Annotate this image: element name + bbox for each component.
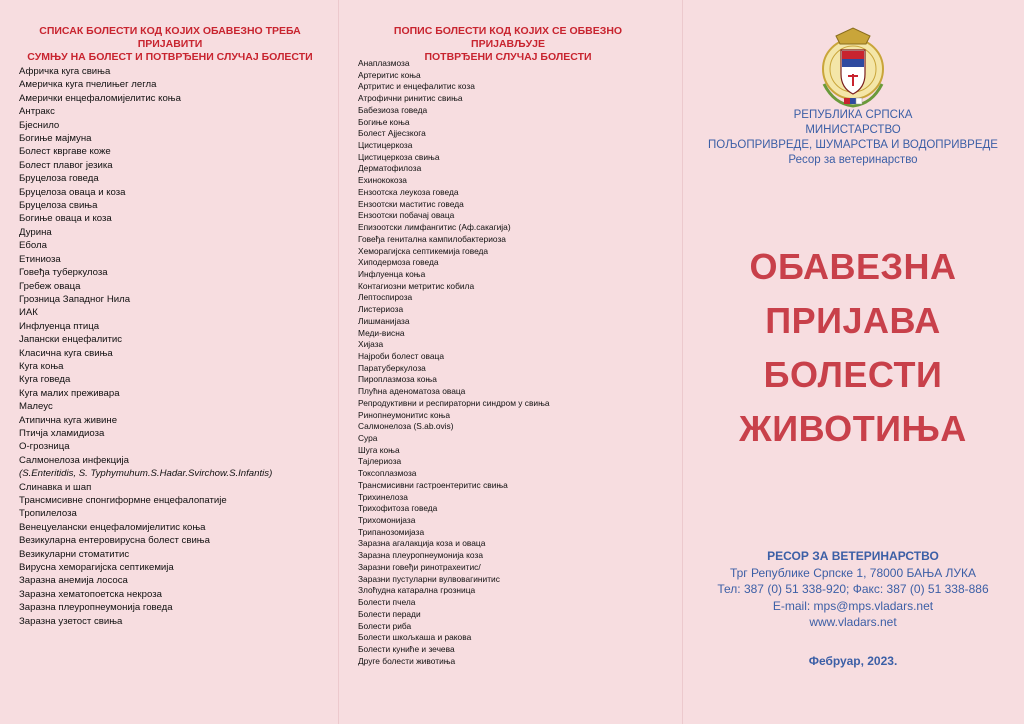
disease-list-item: Хеморагијска септикемија говеда	[358, 245, 489, 256]
disease-list-item: Пироплазмоза коња	[358, 374, 437, 385]
disease-list-item: Заразна хематопоетска некроза	[19, 588, 162, 600]
brochure-title-line2: ПРИЈАВА	[765, 300, 941, 341]
contact-phone: Тел: 387 (0) 51 338-920; Факс: 387 (0) 51 338-886	[717, 582, 989, 596]
disease-list-item: Шуга коња	[358, 444, 400, 455]
disease-list-item: ИАК	[19, 307, 38, 319]
disease-list-item: Сура	[358, 433, 378, 443]
disease-list-item: Болест плавог језика	[19, 159, 113, 171]
disease-list-item: Америчка куга пчелињег легла	[19, 79, 157, 91]
disease-list-item: Хијаза	[358, 339, 384, 350]
disease-list-item: Грозница Западног Нила	[19, 293, 131, 305]
disease-list-item: Болести риба	[358, 620, 412, 631]
disease-list-item: Лептоспироза	[358, 292, 413, 303]
disease-list-item: Тропилелоза	[19, 508, 77, 520]
disease-list-item: Куга малих преживара	[19, 387, 120, 399]
disease-list-item: Трипанозомијаза	[358, 526, 425, 537]
disease-list-item: Афричка куга свиња	[19, 66, 111, 77]
disease-list-item: Говеђа туберкулоза	[19, 267, 108, 279]
disease-list-item: Заразна узетост свиња	[19, 615, 123, 627]
disease-list-item: Салмонелоза инфекција	[19, 454, 129, 466]
right-panel	[682, 0, 1024, 724]
disease-list-item: Бруцелоза оваца и коза	[19, 186, 126, 198]
disease-list-item: Плућна аденоматоза оваца	[358, 386, 466, 397]
ministry-block	[702, 108, 1004, 168]
disease-list-item: Лишманијаза	[358, 315, 410, 326]
ministry-department: Ресор за ветеринарство	[788, 154, 918, 166]
disease-list-item: Малеус	[19, 401, 53, 413]
disease-list-item: Трихомонијаза	[358, 515, 416, 526]
contact-heading: РЕСОР ЗА ВЕТЕРИНАРСТВО	[767, 549, 939, 563]
disease-list-item: Богиње мајмуна	[19, 133, 92, 145]
disease-list-item: Болест Ајјесзкога	[358, 128, 426, 139]
disease-list-item: Трихофитоза говеда	[358, 503, 438, 514]
disease-list-item: Листериоза	[358, 304, 404, 315]
middle-panel-title-line2: ПОТВРЂЕНИ СЛУЧАЈ БОЛЕСТИ	[424, 51, 592, 63]
disease-list-item: Јапански енцефалитис	[19, 334, 123, 346]
middle-panel-title-line1: ПОПИС БОЛЕСТИ КОД КОЈИХ СЕ ОБВЕЗНО ПРИЈАВЉУЈЕ	[393, 25, 623, 50]
disease-list-item: Антракс	[19, 106, 55, 118]
disease-list-item: Богиње коња	[358, 116, 410, 127]
disease-list-item: Атрофични ринитис свиња	[358, 93, 463, 104]
middle-panel	[338, 0, 682, 724]
disease-list-item: Злоћудна катарална грозница	[358, 585, 476, 596]
disease-list-item: Најроби болест оваца	[358, 350, 444, 361]
disease-list-item: Етиниоза	[19, 253, 61, 265]
disease-list-item: Гребеж оваца	[19, 280, 81, 292]
disease-list-item: Говеђа генитална кампилобактериоза	[358, 233, 506, 244]
disease-list-item: Венецуелански енцефаломијелитис коња	[19, 521, 206, 533]
left-panel-title	[20, 25, 320, 64]
disease-list-item: Трансмисивне спонгиформне енцефалопатије	[19, 495, 227, 506]
disease-list-item: Везикуларни стоматитис	[19, 548, 130, 560]
disease-list-item: Дерматофилоза	[358, 163, 422, 174]
disease-list-item: Амерички енцефаломијелитис коња	[19, 92, 181, 104]
brochure-title-line3: БОЛЕСТИ	[763, 354, 943, 395]
disease-list-item: Артритис и енцефалитис коза	[358, 81, 475, 92]
disease-list-item: Болести куниће и зечева	[358, 643, 455, 654]
disease-list-item: Заразни говеђи ринотрахеитис/	[358, 561, 481, 572]
disease-list-item: Ензоотска леукоза говеда	[358, 186, 459, 197]
disease-list-item: Ебола	[19, 240, 47, 252]
disease-list-item: Бјеснило	[19, 119, 60, 131]
disease-list-item: Дурина	[19, 226, 52, 238]
disease-list-item: Хиподермоза говеда	[358, 257, 439, 268]
disease-list-item: Заразни пустуларни вулвовагинитис	[358, 573, 500, 584]
disease-list-item: Вирусна хеморагијска септикемија	[19, 562, 174, 574]
disease-list-item: Заразна плеуропнеумонија говеда	[19, 602, 173, 614]
disease-list-item: Епизоотски лимфангитис (Аф.сакагија)	[358, 222, 511, 233]
contact-website: www.vladars.net	[809, 615, 897, 629]
left-panel-title-line2: СУМЊУ НА БОЛЕСТ И ПОТВРЂЕНИ СЛУЧАЈ БОЛЕСТИ	[27, 51, 313, 63]
disease-list-item: Слинавка и шап	[19, 481, 92, 493]
disease-list-item: Птичја хламидиоза	[19, 427, 105, 439]
disease-list-item: Болести шкољкаша и ракова	[358, 632, 472, 643]
disease-list-item: Ензоотски маститис говеда	[358, 198, 464, 209]
disease-list-item: Бруцелоза свиња	[19, 200, 98, 212]
disease-list-item: Ринопнеумонитис коња	[358, 409, 450, 420]
disease-list-item: Контагиозни метритис кобила	[358, 280, 475, 291]
disease-list-item: Паратуберкулоза	[358, 362, 426, 373]
disease-list-item: Инфлуенца коња	[358, 268, 426, 279]
disease-list-item: Ехинококоза	[358, 175, 407, 186]
brochure-title	[702, 240, 1004, 456]
disease-list-item: Богиње оваца и коза	[19, 213, 112, 225]
ministry-name: ПОЉОПРИВРЕДЕ, ШУМАРСТВА И ВОДОПРИВРЕДЕ	[708, 139, 998, 151]
disease-list-item: Трансмисивни гастроентеритис свиња	[358, 479, 508, 490]
disease-list-item: Куга коња	[19, 360, 64, 372]
disease-list-item: Тајлериоза	[358, 456, 402, 467]
disease-list-item: Болест квргаве коже	[19, 146, 111, 158]
disease-list-item: Салмонелоза (S.ab.ovis)	[358, 421, 454, 432]
brochure-title-line1: ОБАВЕЗНА	[749, 246, 957, 287]
disease-list-item: О-грозница	[19, 441, 70, 453]
disease-list-item: Атипична куга живине	[19, 414, 118, 426]
disease-list-item: Болести перади	[358, 608, 421, 619]
coat-of-arms-emblem	[814, 24, 892, 110]
contact-email: E-mail: mps@mps.vladars.net	[772, 598, 934, 613]
ministry-label: МИНИСТАРСТВО	[805, 124, 901, 136]
contact-address: Трг Републике Српске 1, 78000 БАЊА ЛУКА	[729, 565, 977, 580]
brochure-title-line4: ЖИВОТИЊА	[739, 408, 967, 449]
disease-list-item: Репродуктивни и респираторни синдром у свиња	[358, 397, 550, 408]
disease-list-item: Артеритис коња	[358, 69, 421, 80]
disease-list-item: Цистицеркоза свиња	[358, 151, 440, 162]
publication-date: Фебруар, 2023.	[808, 654, 898, 668]
contact-block	[692, 548, 1014, 631]
left-panel-title-line1: СПИСАК БОЛЕСТИ КОД КОЈИХ ОБАВЕЗНО ТРЕБА ПРИЈАВИТИ	[39, 25, 301, 50]
disease-list-item: Заразна агалакција коза и оваца	[358, 538, 486, 549]
disease-list-item: Везикуларна ентеровирусна болест свиња	[19, 535, 210, 547]
disease-list-item: Трихинелоза	[358, 491, 408, 502]
disease-list-item: Меди-висна	[358, 327, 405, 338]
left-panel	[0, 0, 338, 724]
disease-list-item: Анаплазмоза	[358, 58, 410, 68]
disease-list-item: Бруцелоза говеда	[19, 173, 99, 185]
disease-list-item: Токсоплазмоза	[358, 468, 417, 479]
disease-list-item: Друге болести животиња	[358, 655, 456, 666]
disease-list-item: Класична куга свиња	[19, 347, 113, 359]
disease-list-item: Болести пчела	[358, 597, 416, 608]
disease-list-item: Инфлуенца птица	[19, 320, 100, 332]
disease-list-item: Бабезиоза говеда	[358, 104, 428, 115]
disease-list-item: Заразна анемија лососа	[19, 575, 128, 587]
disease-list-item: Цистицеркоза	[358, 140, 413, 151]
disease-list-item: Заразна плеуропнеумонија коза	[358, 550, 483, 561]
disease-list-item: Куга говеда	[19, 374, 71, 386]
disease-list-item: Ензоотски побачај оваца	[358, 210, 455, 221]
ministry-republic: РЕПУБЛИКА СРПСКА	[793, 109, 913, 121]
confirmed-case-disease-list	[358, 58, 550, 667]
disease-list-item: (S.Enteritidis, S. Typhymuhum.S.Hadar.Svirchow.S.Infantis)	[19, 468, 273, 480]
mandatory-suspicion-disease-list	[19, 65, 272, 628]
